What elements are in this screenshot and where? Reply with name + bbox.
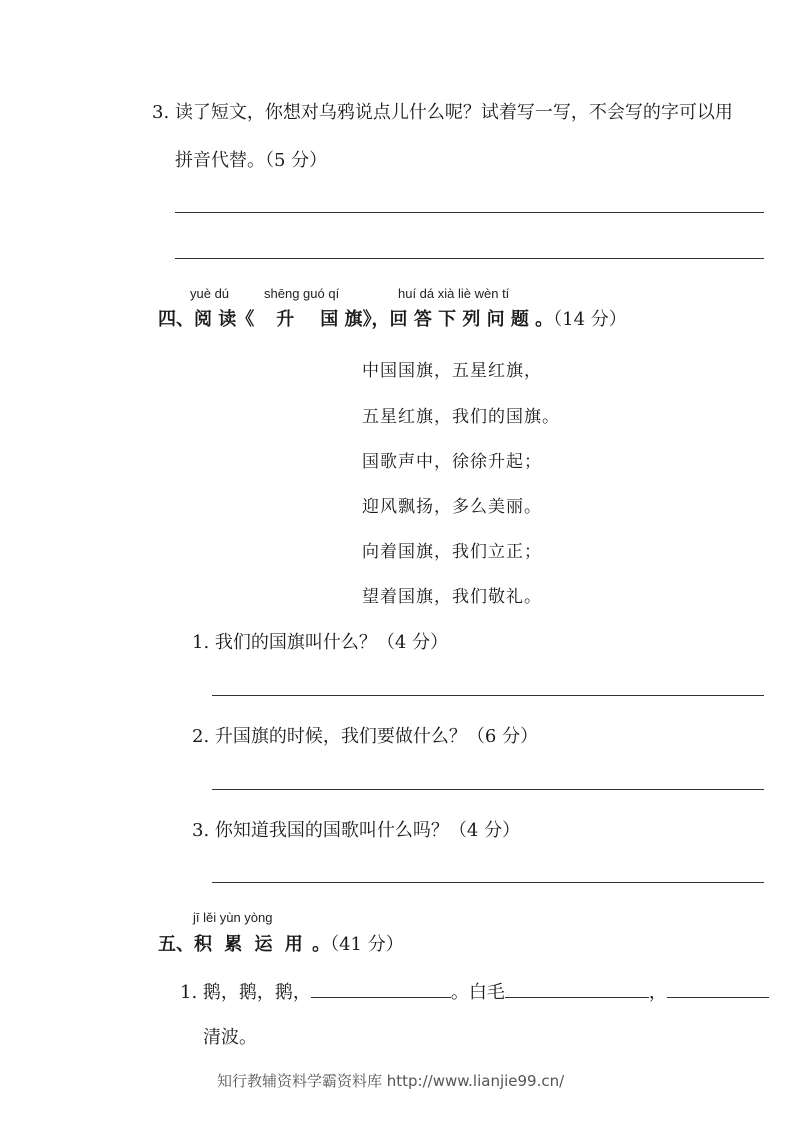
question-5-1 (180, 978, 769, 1004)
pinyin-yuedu: yuè dú (190, 286, 230, 301)
title-words: 积 累 运 用 (194, 934, 306, 955)
section-5-score: （41 分） (330, 934, 404, 955)
title-prefix: 五、 (158, 934, 194, 955)
poem-line: 中国国旗，五星红旗， (362, 361, 542, 381)
title-word-sheng: 升 (276, 309, 295, 330)
poem-line: 望着国旗，我们敬礼。 (362, 587, 542, 607)
title-word-guoqi: 国 旗 (320, 309, 363, 330)
footer-watermark: 知行教辅资料学霸资料库 http://www.lianjie99.cn/ (217, 1072, 565, 1090)
section-4-title (158, 305, 627, 331)
answer-line[interactable] (175, 258, 764, 259)
pinyin-huidaxialiewenti: huí dá xià liè wèn tí (398, 286, 510, 301)
fill-blank[interactable] (505, 979, 649, 998)
section-5-title (158, 930, 404, 956)
title-suffix: 》，回 答 下 列 问 题 。 (362, 309, 554, 330)
question-5-1-line2: 清波。 (203, 1027, 257, 1048)
question-3-line1: 3. 读了短文，你想对乌鸦说点儿什么呢？试着写一写，不会写的字可以用 (152, 102, 733, 123)
poem-line: 五星红旗，我们的国旗。 (362, 407, 560, 427)
title-prefix: 四、阅 读《 (158, 309, 255, 330)
pinyin-shengguoqi: shēng guó qí (264, 286, 340, 301)
section-4-score: （14 分） (553, 309, 627, 330)
question-4-2: 2. 升国旗的时候，我们要做什么？（6 分） (192, 726, 539, 747)
q1-comma: ， (648, 982, 667, 1003)
poem-line: 国歌声中，徐徐升起； (362, 452, 542, 472)
answer-line[interactable] (212, 789, 764, 790)
q1-start: 1. 鹅，鹅，鹅， (180, 982, 311, 1003)
question-4-3: 3. 你知道我国的国歌叫什么吗？（4 分） (192, 820, 521, 841)
poem-line: 迎风飘扬，多么美丽。 (362, 497, 542, 517)
title-suffix: 。 (305, 934, 331, 955)
fill-blank[interactable] (667, 979, 769, 998)
answer-line[interactable] (175, 212, 764, 213)
question-4-1: 1. 我们的国旗叫什么？（4 分） (192, 632, 449, 653)
q1-mid: 。白毛 (450, 982, 505, 1003)
poem-line: 向着国旗，我们立正； (362, 542, 542, 562)
answer-line[interactable] (212, 695, 764, 696)
pinyin-jileiyunyong: jī lěi yùn yòng (193, 910, 273, 925)
answer-line[interactable] (212, 882, 764, 883)
question-3-line2: 拼音代替。（5 分） (175, 150, 328, 171)
fill-blank[interactable] (311, 979, 451, 998)
